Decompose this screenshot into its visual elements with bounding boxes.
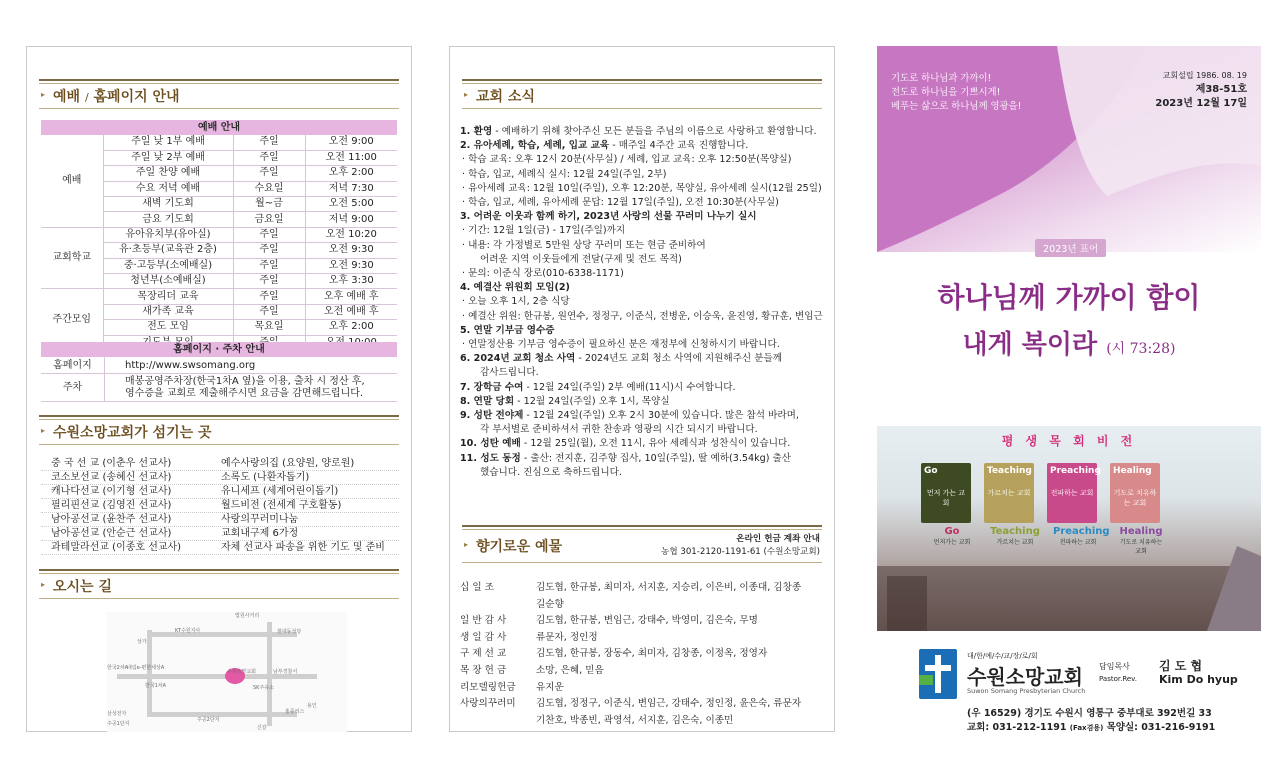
- section-arrow-icon: ▸: [41, 580, 46, 589]
- schedule-name: 금요 기도회: [103, 212, 233, 227]
- news-item: [460, 210, 826, 224]
- map-label: 주공2단지: [197, 717, 220, 723]
- news-section-header: [462, 79, 822, 109]
- offering-row: [460, 713, 826, 730]
- news-heading: 성탄 예배: [480, 438, 521, 450]
- pastor-name: 김 도 협: [1159, 659, 1203, 673]
- schedule-time: 오전 5:00: [305, 197, 397, 212]
- vision-label: [1116, 526, 1166, 555]
- news-item: 각 부서별로 준비하셔서 귀한 찬송과 영광의 시간 되시기 바랍니다.: [480, 424, 758, 436]
- founded-date: 교회설립 1986. 08. 19: [1162, 71, 1247, 80]
- map-label: 법원사거리: [235, 613, 260, 619]
- map-label: 한국2차A: [107, 665, 129, 671]
- issue-date: 2023년 12월 17일: [1155, 98, 1247, 109]
- news-number: 9.: [460, 410, 474, 422]
- vision-card: [921, 463, 971, 523]
- verse-text-2: 내게 복이라: [962, 330, 1098, 360]
- mission-local: 교회내구제 6가정: [221, 528, 299, 539]
- offering-category: 일 반 감 사: [460, 615, 507, 627]
- news-item: · 학습 교육: 오후 12시 20분(사무실) / 세례, 입교 교육: 오후 12:50분(목양실): [462, 154, 792, 166]
- offering-category: 십 일 조: [460, 582, 494, 593]
- schedule-row: [41, 227, 397, 242]
- map-label: KT수원지사: [175, 628, 201, 634]
- mission-overseas: 필리핀선교 (김영진 선교사): [51, 500, 172, 511]
- offering-category: 생 일 감 사: [460, 631, 507, 643]
- table-header: 예배 안내: [41, 120, 397, 135]
- mission-overseas: 캐나다선교 (이기형 선교사): [51, 486, 172, 497]
- news-heading: 장학금 수여: [473, 381, 524, 393]
- news-number: 10.: [460, 438, 481, 450]
- offering-names: 김도협, 한규봉, 최미자, 서지훈, 지승리, 이은비, 이종대, 김창종: [536, 582, 802, 593]
- schedule-time: 저녁 7:30: [305, 181, 397, 196]
- news-number: 8.: [460, 395, 474, 407]
- offering-names: 기찬호, 박종빈, 곽영석, 서지훈, 김은숙, 이종민: [536, 714, 734, 726]
- phone-pastor: 목양실: 031-216-9191: [1106, 722, 1216, 733]
- news-item: · 연말정산용 기부금 영수증이 필요하신 분은 재정부에 신청하시기 바랍니다.: [462, 339, 780, 351]
- section-arrow-icon: ▸: [41, 426, 46, 435]
- fax-label: (Fax겸용): [1069, 724, 1104, 732]
- mission-overseas: 코소보선교 (송혜신 선교사): [51, 472, 172, 483]
- directions-title: 오시는 길: [53, 579, 112, 595]
- news-number: 4.: [460, 282, 474, 294]
- schedule-name: 주일 찬양 예배: [103, 166, 233, 181]
- schedule-row: [41, 289, 397, 304]
- offering-category: 리모델링헌금: [460, 681, 516, 693]
- denomination: 대/한/예/수/교/장/로/회: [967, 652, 1038, 660]
- vision-title: 평 생 목 회 비 전: [1001, 434, 1137, 448]
- offering-names: 김도협, 한규봉, 장동수, 최미자, 김창종, 이정옥, 정영자: [536, 648, 768, 660]
- news-number: 6.: [460, 353, 474, 365]
- schedule-day: 수요일: [233, 181, 305, 196]
- schedule-name: 목장리더 교육: [103, 289, 233, 304]
- news-item: [460, 395, 826, 409]
- year-motto-badge: 2023년 표어: [1035, 239, 1106, 257]
- schedule-time: 오전 10:20: [305, 227, 397, 242]
- news-text: - 출산: 전지훈, 김주향 집사, 10일(주일), 딸 예하(3.54kg) 출산: [520, 452, 792, 464]
- map-label: 상가: [137, 639, 147, 645]
- vision-label: [990, 526, 1040, 555]
- mission-local: 유니세프 (세계어린이돕기): [221, 486, 339, 497]
- pastor-en-label: Pastor.Rev.: [1099, 675, 1138, 683]
- schedule-time: 오후 3:30: [305, 274, 397, 289]
- map-label: 한국1차A: [145, 683, 167, 689]
- church-logo-icon: [919, 649, 957, 699]
- mission-overseas: 남아공선교 (안순근 선교사): [51, 528, 172, 539]
- schedule-day: 주일: [233, 274, 305, 289]
- news-item: [460, 125, 826, 139]
- news-item: [460, 437, 826, 451]
- schedule-day: 주일: [233, 166, 305, 181]
- vision-label-sub: 기도로 치유하는 교회: [1119, 539, 1163, 555]
- offering-row: [460, 613, 826, 630]
- homepage-label: 홈페이지: [41, 357, 105, 373]
- vision-label: [1053, 526, 1110, 555]
- worship-schedule-table: [41, 120, 397, 351]
- schedule-time: 오전 9:30: [305, 243, 397, 258]
- news-item: 했습니다. 진심으로 축하드립니다.: [480, 466, 622, 478]
- schedule-time: 오후 예배 후: [305, 289, 397, 304]
- missions-section-header: [39, 415, 399, 445]
- mission-row: [41, 499, 399, 513]
- vision-card: [1047, 463, 1101, 523]
- news-text: - 12월 24일(주일) 오후 2시 30분에 있습니다. 많은 참석 바라며,: [523, 410, 799, 422]
- vision-label: [927, 526, 977, 555]
- offering-names: 소망, 은혜, 믿음: [536, 664, 604, 676]
- news-item: [460, 452, 826, 466]
- schedule-name: 유·초등부(교육관 2층): [103, 243, 233, 258]
- schedule-name: 주일 낮 1부 예배: [103, 135, 233, 150]
- bulletin-cover: [877, 46, 1261, 732]
- verse-line-2: [877, 324, 1261, 361]
- mission-local: 자체 선교사 파송을 위한 기도 및 준비: [221, 542, 385, 553]
- mission-overseas: 과테말라선교 (이종호 선교사): [51, 542, 182, 553]
- news-text: - 12월 25일(월), 오전 11시, 유아 세례식과 성찬식이 있습니다.: [520, 438, 791, 450]
- map-label: 주공1단지: [107, 721, 130, 727]
- news-heading: 어려운 이웃과 함께 하기, 2023년 사랑의 선물 꾸러미 나누기 실시: [473, 211, 757, 223]
- offering-row: [460, 663, 826, 680]
- map-label: 홈플러스: [285, 709, 305, 715]
- news-heading: 성도 동정: [480, 452, 521, 464]
- schedule-name: 전도 모임: [103, 320, 233, 335]
- schedule-name: 새가족 교육: [103, 304, 233, 319]
- schedule-day: 목요일: [233, 320, 305, 335]
- news-number: 2.: [460, 140, 474, 152]
- title-separator: /: [84, 91, 89, 104]
- mission-local: 예수사랑의집 (요양원, 양로원): [221, 458, 355, 469]
- homepage-url-link[interactable]: http://www.swsomang.org: [125, 360, 256, 371]
- news-list: [460, 125, 826, 480]
- offering-row: [460, 680, 826, 697]
- schedule-group-label: 주간모임: [41, 289, 103, 351]
- vision-label-title: Preaching: [1053, 526, 1110, 537]
- map-label: 용인: [307, 703, 317, 709]
- section-arrow-icon: ▸: [41, 90, 46, 99]
- news-heading: 성탄 전야제: [473, 410, 524, 422]
- mission-row: [41, 471, 399, 485]
- mission-local: 소록도 (나환자돕기): [221, 472, 310, 483]
- map-label: 대림e-편한세상A: [127, 665, 165, 671]
- vision-card-sub: 가르치는 교회: [987, 489, 1031, 497]
- offering-row: [460, 597, 826, 614]
- offering-names: 류문자, 정인정: [536, 631, 598, 643]
- parking-label: 주차: [41, 374, 105, 401]
- news-item: 감사드립니다.: [480, 367, 539, 379]
- mission-row: [41, 527, 399, 541]
- map-label: 수원소망교회: [227, 669, 256, 675]
- schedule-name: 중·고등부(소예배실): [103, 258, 233, 273]
- news-item: 어려운 지역 이웃들에게 전달(구제 및 전도 목적): [480, 253, 682, 265]
- schedule-day: 주일: [233, 150, 305, 165]
- directions-map: [107, 612, 347, 732]
- vision-card-sub: 먼저 가는 교회: [926, 489, 966, 507]
- map-label: 신갈: [257, 725, 267, 731]
- mission-overseas: 중 국 선 교 (이춘우 선교사): [51, 458, 172, 469]
- pastor-label: 담임목사: [1099, 662, 1130, 671]
- online-giving-label: 온라인 헌금 계좌 안내: [736, 534, 820, 544]
- phone-main: 교회: 031-212-1191: [967, 722, 1067, 733]
- church-name: 수원소망교회: [967, 665, 1083, 689]
- missions-list: [41, 457, 399, 555]
- news-item: [460, 409, 826, 423]
- offering-row: [460, 580, 826, 597]
- vision-card-title: Healing: [1113, 466, 1152, 476]
- section-arrow-icon: ▸: [464, 90, 469, 99]
- schedule-day: 월~금: [233, 197, 305, 212]
- news-text: - 12월 24일(주일) 2부 예배(11시)시 수여합니다.: [523, 381, 736, 393]
- offering-list: [460, 580, 826, 729]
- news-number: 7.: [460, 381, 474, 393]
- section-arrow-icon: ▸: [464, 540, 469, 549]
- schedule-row: [41, 135, 397, 150]
- news-heading: 연말 기부금 영수증: [473, 324, 555, 336]
- map-label: 현대동성당: [277, 629, 302, 635]
- news-title: 교회 소식: [476, 89, 535, 105]
- vision-card-title: Teaching: [987, 466, 1032, 476]
- offering-names: 김도협, 한규봉, 변임근, 강태수, 박영미, 김은숙, 무명: [536, 615, 758, 627]
- homepage-parking-box: [41, 342, 397, 402]
- offering-category: [460, 597, 536, 614]
- news-heading: 유아세례, 학습, 세례, 입교 교육: [473, 140, 610, 152]
- offering-category: 목 장 헌 금: [460, 664, 507, 676]
- map-label: 삼성전자: [107, 711, 127, 717]
- issue-number: 제38-51호: [1195, 84, 1247, 95]
- schedule-day: 주일: [233, 135, 305, 150]
- vision-card-title: Preaching: [1050, 466, 1101, 476]
- schedule-time: 오전 예배 후: [305, 304, 397, 319]
- church-address: (우 16529) 경기도 수원시 영통구 중부대로 392번길 33: [967, 708, 1212, 719]
- vision-label-title: Teaching: [990, 526, 1040, 537]
- offering-section-header: [462, 525, 822, 563]
- news-number: 3.: [460, 211, 474, 223]
- news-heading: 예결산 위원회 모임(2): [473, 282, 570, 294]
- vision-label-sub: 가르치는 교회: [996, 539, 1034, 546]
- missions-title: 수원소망교회가 섬기는 곳: [53, 425, 212, 441]
- homepage-header: 홈페이지 · 주차 안내: [41, 342, 397, 357]
- schedule-name: 수요 저녁 예배: [103, 181, 233, 196]
- parking-text-1: 매봉공영주차장(한국1차A 옆)을 이용, 출차 시 정산 후,: [125, 376, 365, 387]
- schedule-name: 새벽 기도회: [103, 197, 233, 212]
- news-item: · 기간: 12월 1일(금) - 17일(주일)까지: [462, 225, 626, 237]
- news-item: · 학습, 입교, 세례, 유아세례 문답: 12월 17일(주일), 오전 10:30분(사무실): [462, 197, 779, 209]
- offering-category: 사랑의꾸러미: [460, 698, 516, 710]
- schedule-day: 주일: [233, 243, 305, 258]
- offering-row: [460, 630, 826, 647]
- offering-names: 김도협, 정정구, 이준식, 변임근, 강태수, 정인정, 윤은숙, 류문자: [536, 698, 802, 710]
- vision-card-sub: 전파하는 교회: [1050, 489, 1094, 497]
- schedule-day: 주일: [233, 258, 305, 273]
- offering-title: 향기로운 예물: [476, 539, 563, 555]
- news-item: · 문의: 이준식 장로(010-6338-1171): [462, 268, 624, 280]
- mission-row: [41, 513, 399, 527]
- news-number: 1.: [460, 126, 474, 137]
- church-phone: [967, 719, 1215, 733]
- news-text: - 2024년도 교회 청소 사역에 지원해주신 분들께: [575, 353, 783, 365]
- news-item: [460, 281, 826, 295]
- schedule-time: 오전 9:00: [305, 135, 397, 150]
- news-item: · 내용: 각 가정별로 5만원 상당 꾸러미 또는 현금 준비하여: [462, 239, 706, 251]
- church-news-panel: [449, 46, 835, 732]
- vision-label-title: Healing: [1119, 526, 1163, 537]
- vision-card-title: Go: [924, 466, 938, 476]
- pastor-english-name: Kim Do hyup: [1159, 673, 1238, 686]
- news-text: - 매주일 4주간 교육 진행합니다.: [609, 140, 749, 152]
- slogan-3: 베푸는 삶으로 하나님께 영광을!: [891, 101, 1022, 112]
- slogan-2: 전도로 하나님을 기쁘시게!: [891, 87, 1001, 98]
- schedule-day: 주일: [233, 289, 305, 304]
- vision-label-title: Go: [944, 526, 960, 537]
- mission-row: [41, 485, 399, 499]
- worship-info-panel: [26, 46, 412, 732]
- news-item: [460, 139, 826, 153]
- schedule-time: 저녁 9:00: [305, 212, 397, 227]
- schedule-time: 오후 2:00: [305, 166, 397, 181]
- news-item: · 오늘 오후 1시, 2층 식당: [462, 296, 570, 308]
- schedule-name: 유아유치부(유아실): [103, 227, 233, 242]
- news-number: 5.: [460, 324, 474, 336]
- schedule-name: 주일 낮 2부 예배: [103, 150, 233, 165]
- verse-line-1: 하나님께 가까이 함이: [937, 281, 1201, 314]
- schedule-day: 주일: [233, 304, 305, 319]
- mission-overseas: 남아공선교 (윤찬주 선교사): [51, 514, 172, 525]
- issue-info: [1155, 69, 1247, 111]
- directions-section-header: [39, 569, 399, 599]
- news-item: · 학습, 입교, 세례식 실시: 12월 24일(주일, 2부): [462, 168, 667, 180]
- schedule-time: 오후 2:00: [305, 320, 397, 335]
- vision-card: [984, 463, 1034, 523]
- online-account: 농협 301-2120-1191-61 (수원소망교회): [661, 547, 820, 557]
- offering-row: [460, 696, 826, 713]
- news-heading: 환영: [473, 126, 493, 137]
- parking-text-2: 영수증을 교회로 제출해주시면 요금을 감면해드립니다.: [125, 388, 364, 399]
- news-item: [460, 352, 826, 366]
- news-item: [460, 324, 826, 338]
- mission-row: [41, 457, 399, 471]
- homepage-title: 홈페이지 안내: [93, 89, 180, 105]
- news-item: · 유아세례 교육: 12월 10일(주일), 오후 12:20분, 목양실, 유아세례 실시(12월 25일): [462, 182, 822, 194]
- worship-section-header: [39, 79, 399, 109]
- mission-row: [41, 541, 399, 555]
- offering-category: [460, 713, 536, 730]
- news-number: 11.: [460, 452, 481, 464]
- verse-reference: (시 73:28): [1106, 341, 1176, 357]
- slogans: [891, 72, 1021, 114]
- schedule-time: 오전 11:00: [305, 150, 397, 165]
- vision-card: [1110, 463, 1160, 523]
- schedule-name: 청년부(소예배실): [103, 274, 233, 289]
- news-item: · 예결산 위원: 한규봉, 원연수, 정정구, 이준식, 전병운, 이승욱, 윤진영, 황규훈, 변임근: [462, 310, 823, 322]
- church-english-name: Suwon Somang Presbyterian Church: [967, 687, 1086, 695]
- vision-label-sub: 먼저가는 교회: [933, 539, 971, 546]
- offering-category: 구 제 선 교: [460, 648, 507, 660]
- schedule-group-label: 예배: [41, 135, 103, 227]
- slogan-1: 기도로 하나님과 가까이!: [891, 73, 992, 84]
- mission-local: 사랑의꾸러미나눔: [221, 514, 299, 525]
- offering-row: [460, 646, 826, 663]
- news-text: - 12월 24일(주일) 오후 1시, 목양실: [514, 395, 670, 407]
- vision-cards: [921, 463, 1160, 523]
- vision-labels: [927, 526, 1166, 555]
- news-item: [460, 381, 826, 395]
- news-heading: 2024년 교회 청소 사역: [473, 353, 576, 365]
- news-text: - 예배하기 위해 찾아주신 모든 분들을 주님의 이름으로 사랑하고 환영합니다.: [492, 126, 817, 137]
- vision-label-sub: 전파하는 교회: [1059, 539, 1097, 546]
- church-footer: [919, 649, 1261, 733]
- schedule-time: 오전 9:30: [305, 258, 397, 273]
- schedule-day: 금요일: [233, 212, 305, 227]
- offering-names: 유지운: [536, 681, 564, 693]
- cover-banner: [877, 46, 1261, 252]
- offering-names: 길순향: [536, 598, 564, 610]
- worship-title: 예배: [53, 89, 81, 105]
- map-label: SK주유소: [253, 685, 274, 691]
- schedule-group-label: 교회학교: [41, 227, 103, 289]
- vision-card-sub: 기도로 치유하는 교회: [1113, 489, 1157, 507]
- news-heading: 연말 당회: [473, 395, 515, 407]
- schedule-day: 주일: [233, 227, 305, 242]
- mission-local: 월드비전 (전세계 구호활동): [221, 500, 342, 511]
- map-label: 남부경찰서: [273, 669, 298, 675]
